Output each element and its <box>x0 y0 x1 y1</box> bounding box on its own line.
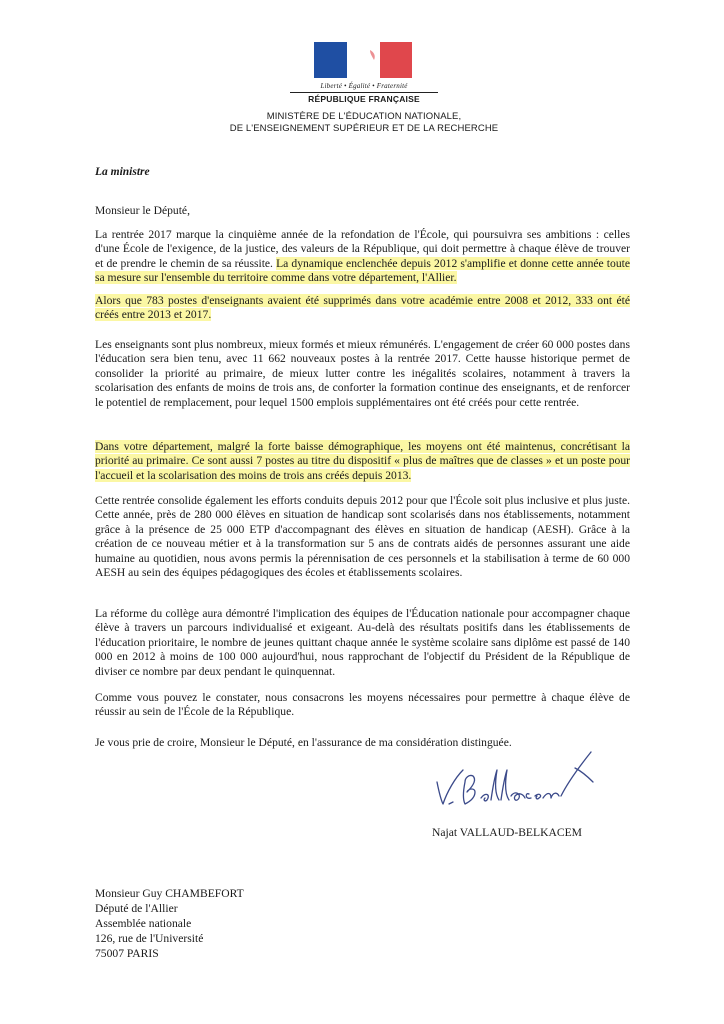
closing-formula: Je vous prie de croire, Monsieur le Député, en l'assurance de ma considération distinguée. <box>95 736 512 749</box>
paragraph-5: Cette rentrée consolide également les efforts conduits depuis 2012 pour que l'École soit plus inclusive et plus juste. Cette année, près de 280 000 élèves en situation de handicap sont scolarisés dans nos établissements, notamment grâce à la présence de 25 000 ETP d'accompagnant des élèves en situation de handicap (AESH). Grâce à la création de ce nouveau métier et à la transformation sur 5 ans de contrats aidés de personnes assurant une aide humaine au quotidien, nous avons permis la pérennisation de ces personnels et la stabilisation à terme de 60 000 AESH au sein des équipes pédagogiques des écoles et établissements scolaires. <box>95 494 630 580</box>
handwritten-signature <box>425 742 625 812</box>
address-line-3: Assemblée nationale <box>95 917 192 930</box>
paragraph-2-highlight: Alors que 783 postes d'enseignants avaient été supprimés dans votre académie entre 2008 et 2012, 333 ont été créés entre 2013 et 2017. <box>95 294 630 322</box>
address-line-5: 75007 PARIS <box>95 947 159 960</box>
address-line-4: 126, rue de l'Université <box>95 932 204 945</box>
sender-label: La ministre <box>95 166 150 178</box>
address-line-2: Député de l'Allier <box>95 902 178 915</box>
paragraph-1-text: La rentrée 2017 marque la cinquième année de la refondation de l'École, qui poursuivra ses ambitions : celles d'une École de l'exigence, de la justice, des valeurs de la République, qui doit permettre à chaque élève de trouver et de prendre le chemin de sa réussite. <box>95 228 630 270</box>
ministry-line-2: DE L'ENSEIGNEMENT SUPÉRIEUR ET DE LA RECHERCHE <box>229 123 499 134</box>
marianne-profile-icon <box>336 42 392 78</box>
republique-francaise-label: RÉPUBLIQUE FRANÇAISE <box>290 92 438 104</box>
salutation: Monsieur le Député, <box>95 204 190 217</box>
paragraph-6: La réforme du collège aura démontré l'implication des équipes de l'Éducation nationale pour accompagner chaque élève à travers un parcours individualisé et exigeant. Au-delà des résultats positifs dans les établissements de l'éducation prioritaire, le nombre de jeunes quittant chaque année le système scolaire sans diplôme est passé de 140 000 en 2012 à moins de 100 000 aujourd'hui, nous rapprochant de l'objectif du Président de la République de diviser ce nombre par deux pendant le quinquennat. <box>95 607 630 678</box>
paragraph-7: Comme vous pouvez le constater, nous consacrons les moyens nécessaires pour permettre à chaque élève de réussir au sein de l'École de la République. <box>95 691 630 719</box>
paragraph-4-highlight: Dans votre département, malgré la forte baisse démographique, les moyens ont été maintenus, concrétisant la priorité au primaire. Ce sont aussi 7 postes au titre du dispositif « plus de maîtres que de classes » et un poste pour l'accueil et la scolarisation des moins de trois ans créés depuis 2013. <box>95 440 630 482</box>
paragraph-4 <box>95 440 630 483</box>
paragraph-1-highlight: La dynamique enclenchée depuis 2012 s'amplifie et donne cette année toute sa mesure sur l'ensemble du territoire comme dans votre département, l'Allier. <box>95 256 630 285</box>
paragraph-3: Les enseignants sont plus nombreux, mieux formés et mieux rémunérés. L'engagement de créer 60 000 postes dans l'éducation sera bien tenu, avec 11 662 nouveaux postes à la rentrée 2017. Cette hausse historique permet de consolider la priorité au primaire, de mieux lutter contre les inégalités scolaires, notamment à travers la scolarisation des enfants de moins de trois ans, de conforter la formation continue des enseignants, et de renforcer le potentiel de remplacement, pour lequel 1500 emplois supplémentaires ont été créés pour cette rentrée. <box>95 338 630 409</box>
marianne-logo <box>314 42 414 82</box>
address-line-1: Monsieur Guy CHAMBEFORT <box>95 887 244 900</box>
paragraph-1 <box>95 228 630 286</box>
paragraph-2 <box>95 294 630 323</box>
ministry-heading <box>180 111 548 135</box>
republic-motto: Liberté • Égalité • Fraternité <box>320 82 408 90</box>
signer-name: Najat VALLAUD-BELKACEM <box>432 826 582 839</box>
ministry-line-1: MINISTÈRE DE L'ÉDUCATION NATIONALE, <box>266 111 462 122</box>
recipient-address <box>95 886 244 961</box>
